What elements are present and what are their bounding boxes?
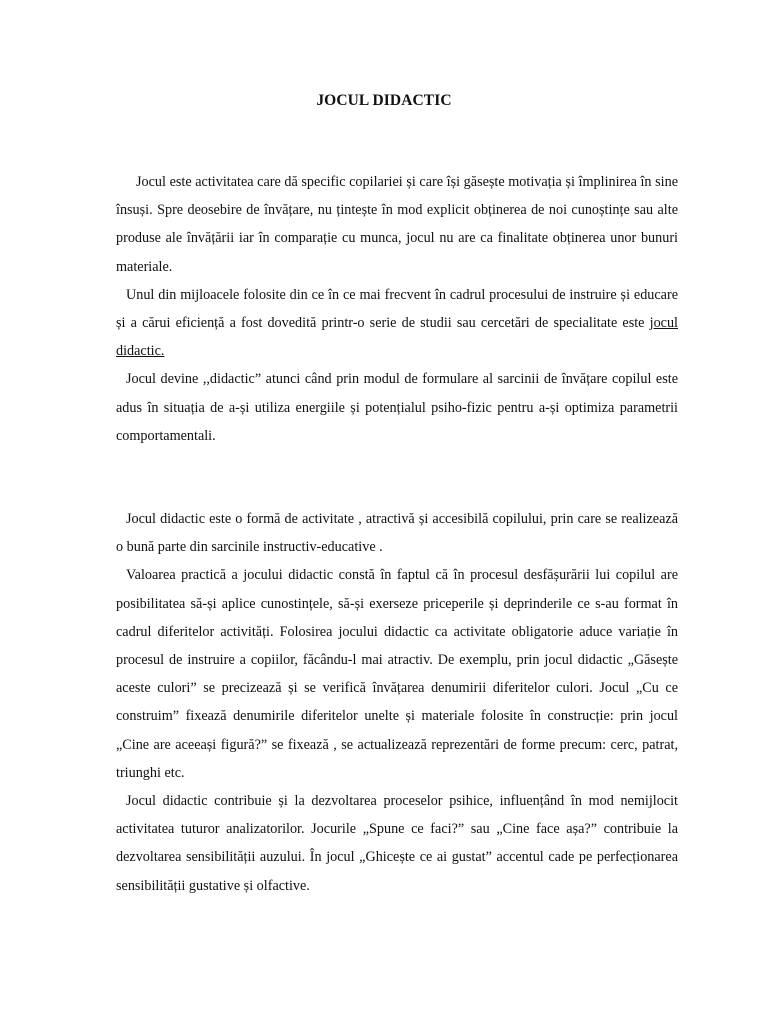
paragraph: Jocul este activitatea care dă specific copilariei și care își găsește motivația și împlinirea în sine însuși. Spre deosebire de învățare, nu țintește în mod explicit obținerea de noi cunoștințe sau alte produse ale învățării iar în comparație cu munca, jocul nu are ca finalitate obținerea unor bunuri materiale. [116, 174, 678, 275]
paragraph: Jocul didactic contribuie și la dezvoltarea proceselor psihice, influențând în mod nemijlocit activitatea tuturor analizatorilor. Jocurile „Spune ce faci?” sau „Cine face așa?” contribuie la dezvoltarea sensibilității auzului. În jocul „Ghicește ce ai gustat” accentul cade pe perfecționarea sensibilității gustative și olfactive. [116, 793, 678, 894]
underlined-term: jocul didactic. [116, 315, 678, 360]
section-body [116, 505, 678, 900]
section-intro [116, 168, 678, 450]
paragraph: Jocul didactic este o formă de activitate , atractivă și accesibilă copilului, prin care se realizează o bună parte din sarcinile instructiv-educative . [116, 511, 678, 556]
paragraph: Jocul devine ,,didactic” atunci când prin modul de formulare al sarcinii de învățare copilul este adus în situația de a-și utiliza energiile și potențialul psiho-fizic pentru a-și optimiza parametrii comportamentali. [116, 371, 678, 444]
paragraph-text: Unul din mijloacele folosite din ce în ce mai frecvent în cadrul procesului de instruire și educare și a cărui eficiență a fost dovedită printr-o serie de studii sau cercetări de specialitate este [116, 286, 678, 332]
paragraph: Valoarea practică a jocului didactic constă în faptul că în procesul desfășurării lui copilul are posibilitatea să-și aplice cunostințele, să-și exerseze priceperile și deprinderile ce s-au format în cadrul diferitelor activități. Folosirea jocului didactic ca activitate obligatorie aduce variație în procesul de instruire a copiilor, făcându-l mai atractiv. De exemplu, prin jocul didactic „Găsește aceste culori” se precizează și se verifică învățarea denumirii diferitelor culori. Jocul „Cu ce construim” fixează denumirile diferitelor unelte și materiale folosite în construcție: prin jocul „Cine are aceeași figură?” se fixează , se actualizează reprezentări de forme precum: cerc, patrat, triunghi etc. [116, 567, 678, 781]
paragraph [116, 281, 678, 366]
document-title: JOCUL DIDACTIC [316, 92, 452, 109]
